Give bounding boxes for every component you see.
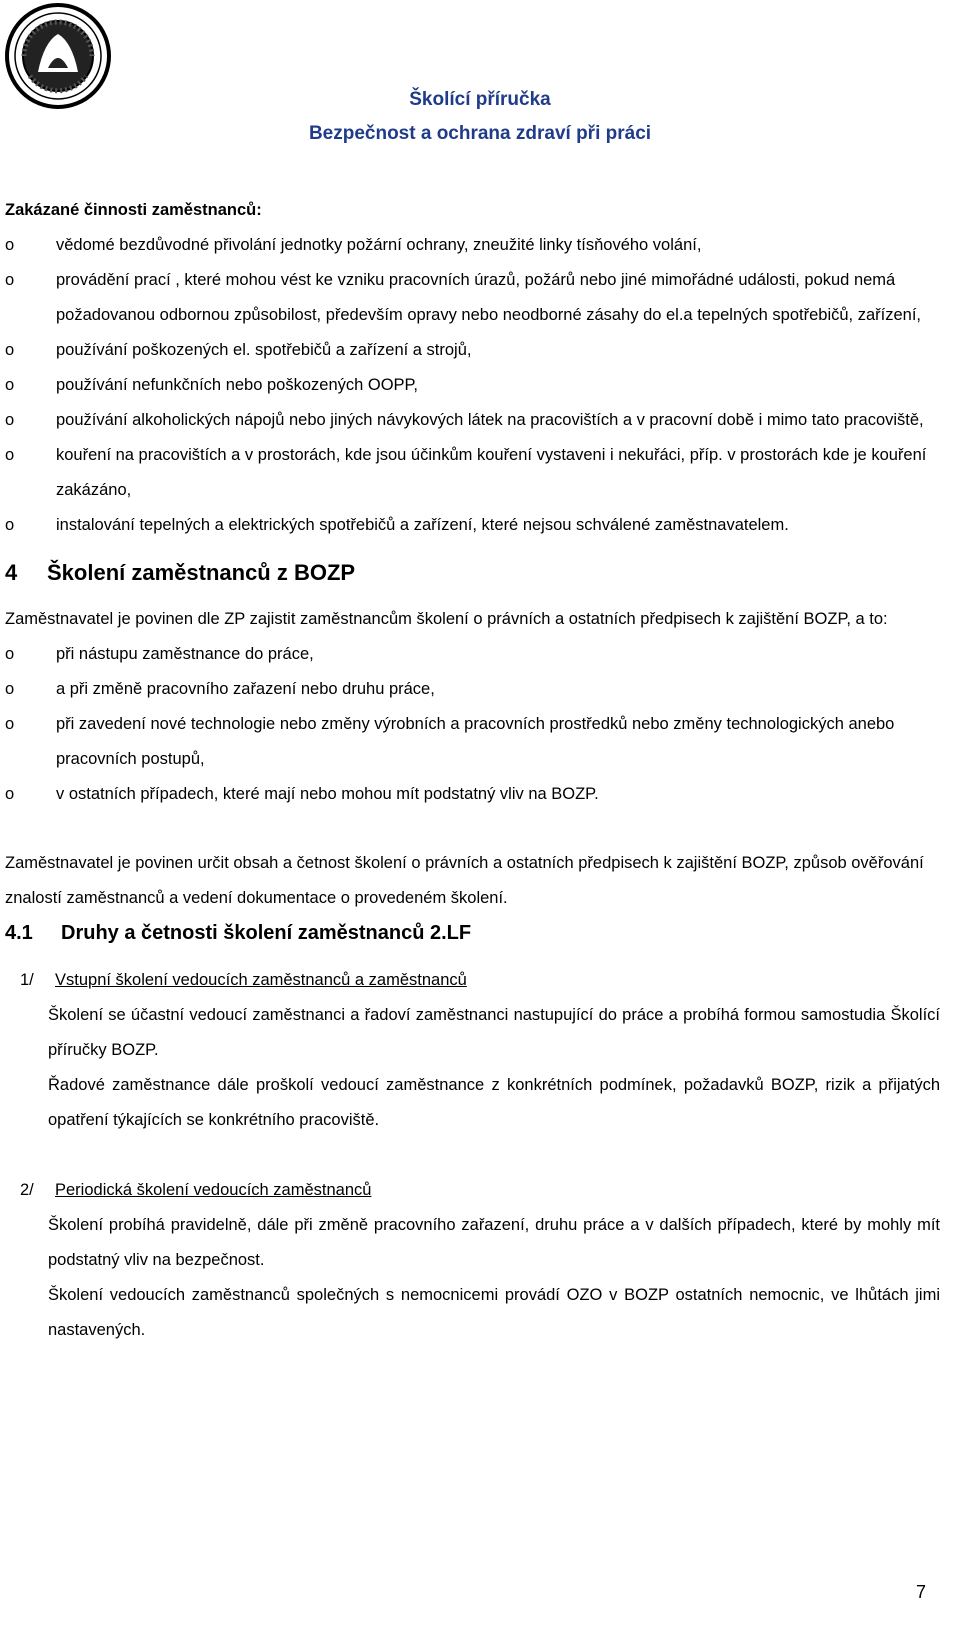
forbidden-heading: Zakázané činnosti zaměstnanců: (5, 201, 262, 219)
document-body (5, 193, 940, 1348)
list-item: o při nástupu zaměstnance do práce, (5, 637, 940, 672)
list-item: o kouření na pracovištích a v prostorách, kde jsou účinkům kouření vystaveni i nekuřáci, příp. v prostorách kde je kouření zakázáno, (5, 438, 940, 508)
list-item: o v ostatních případech, které mají nebo mohou mít podstatný vliv na BOZP. (5, 777, 940, 812)
section-4-1-heading: 4.1 Druhy a četnosti školení zaměstnanců 2.LF (5, 922, 472, 944)
bullet-icon: o (5, 715, 15, 733)
list-item: o a při změně pracovního zařazení nebo druhu práce, (5, 672, 940, 707)
bullet-icon: o (5, 236, 15, 254)
list-item: o používání alkoholických nápojů nebo jiných návykových látek na pracovištích a v pracovní době i mimo tato pracoviště, (5, 403, 940, 438)
page-number: 7 (915, 1582, 926, 1602)
section-4-intro: Zaměstnavatel je povinen dle ZP zajistit zaměstnancům školení o právních a ostatních předpisech k zajištění BOZP, a to: (5, 610, 888, 628)
training-type-paragraph: Řadové zaměstnance dále proškolí vedoucí zaměstnance z konkrétních podmínek, požadavků BOZP, rizik a přijatých opatření týkajících se konkrétního pracoviště. (48, 1076, 940, 1129)
bullet-icon: o (5, 376, 15, 394)
training-occasions-list (5, 637, 940, 812)
bullet-icon: o (5, 785, 15, 803)
bullet-icon: o (5, 645, 15, 663)
training-type-paragraph: Školení se účastní vedoucí zaměstnanci a řadoví zaměstnanci nastupující do práce a probíhá formou samostudia Školící příručky BOZP. (48, 1006, 940, 1059)
section-4-heading: 4 Školení zaměstnanců z BOZP (5, 560, 356, 585)
bullet-icon: o (5, 680, 15, 698)
training-type-heading: 2/ Periodická školení vedoucích zaměstnanců (20, 1181, 372, 1199)
bullet-icon: o (5, 411, 15, 429)
page-subtitle: Bezpečnost a ochrana zdraví při práci (308, 123, 652, 144)
training-type-2 (5, 1173, 940, 1348)
page-title: Školící příručka (409, 89, 551, 110)
section-4-closing: Zaměstnavatel je povinen určit obsah a četnost školení o právních a ostatních předpisech k zajištění BOZP, způsob ověřování znalostí zaměstnanců a vedení dokumentace o provedeném školení. (5, 854, 924, 907)
forbidden-list (5, 228, 940, 543)
training-type-1 (5, 963, 940, 1138)
training-type-paragraph: Školení vedoucích zaměstnanců společných s nemocnicemi provádí OZO v BOZP ostatních nemocnic, ve lhůtách jimi nastavených. (48, 1286, 940, 1339)
bullet-icon: o (5, 271, 15, 289)
training-type-heading: 1/ Vstupní školení vedoucích zaměstnanců a zaměstnanců (20, 971, 467, 989)
list-item: o provádění prací , které mohou vést ke vzniku pracovních úrazů, požárů nebo jiné mimořádné události, pokud nemá požadovanou odbornou způsobilost, především opravy nebo neodborné zásahy do el.a tepelných spotřebičů, zařízení, (5, 263, 940, 333)
list-item: o používání nefunkčních nebo poškozených OOPP, (5, 368, 940, 403)
list-item: o používání poškozených el. spotřebičů a zařízení a strojů, (5, 333, 940, 368)
bullet-icon: o (5, 341, 15, 359)
bullet-icon: o (5, 516, 15, 534)
list-item: o vědomé bezdůvodné přivolání jednotky požární ochrany, zneužité linky tísňového volání, (5, 228, 940, 263)
bullet-icon: o (5, 446, 15, 464)
list-item: o instalování tepelných a elektrických spotřebičů a zařízení, které nejsou schválené zaměstnavatelem. (5, 508, 940, 543)
training-type-paragraph: Školení probíhá pravidelně, dále při změně pracovního zařazení, druhu práce a v dalších případech, které by mohly mít podstatný vliv na bezpečnost. (48, 1216, 940, 1269)
list-item: o při zavedení nové technologie nebo změny výrobních a pracovních prostředků nebo změny technologických anebo pracovních postupů, (5, 707, 940, 777)
